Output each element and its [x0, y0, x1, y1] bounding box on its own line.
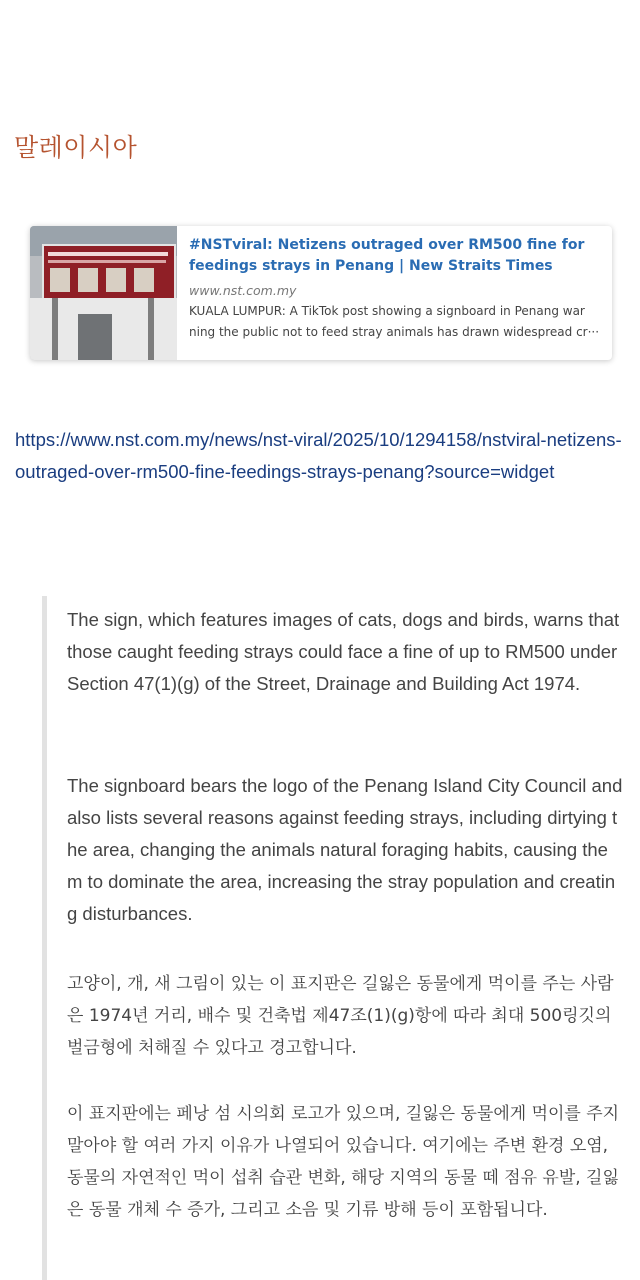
quote-paragraph-ko-2: 이 표지판에는 페낭 섬 시의회 로고가 있으며, 길잃은 동물에게 먹이를 주지 말아야 할 여러 가지 이유가 나열되어 있습니다. 여기에는 주변 환경 오염, 동물의 자연적인 먹이 섭취 습관 변화, 해당 지역의 동물 떼 점유 유발, 길잃은 동물 개체 수 증가, 그리고 소음 및 기류 방해 등이 포함됩니다.: [67, 1104, 620, 1220]
link-preview-card[interactable]: [30, 226, 612, 360]
link-domain: www.nst.com.my: [189, 283, 297, 298]
quote-paragraph-en-1: The sign, which features images of cats, dogs and birds, warns that those caught feeding strays could face a fine of up to RM500 under Section 47(1)(g) of the Street, Drainage and Building Act 1974.: [67, 609, 620, 694]
quote-paragraph-ko-1: 고양이, 개, 새 그림이 있는 이 표지판은 길잃은 동물에게 먹이를 주는 사람은 1974년 거리, 배수 및 건축법 제47조(1)(g)항에 따라 최대 500링깃의 벌금형에 처해질 수 있다고 경고합니다.: [67, 974, 614, 1058]
article-url-link[interactable]: https://www.nst.com.my/news/nst-viral/2025/10/1294158/nstviral-netizens-outraged-over-rm500-fine-feedings-strays-penang?source=widget: [15, 429, 622, 482]
link-title[interactable]: #NSTviral: Netizens outraged over RM500 fine for feedings strays in Penang | New Straits Times: [189, 237, 585, 274]
blockquote: [42, 596, 633, 1280]
signboard-thumbnail: [30, 226, 177, 360]
section-heading: 말레이시아: [14, 133, 138, 162]
link-description-line-2: ning the public not to feed stray animals has drawn widespread cr···: [189, 325, 600, 339]
quote-paragraph-en-2: The signboard bears the logo of the Penang Island City Council and also lists several reasons against feeding strays, including dirtying the area, changing the animals natural foraging habits, causing them to dominate the area, increasing the stray population and creating disturbances.: [67, 775, 623, 924]
link-description-line-1: KUALA LUMPUR: A TikTok post showing a signboard in Penang war: [189, 304, 585, 318]
